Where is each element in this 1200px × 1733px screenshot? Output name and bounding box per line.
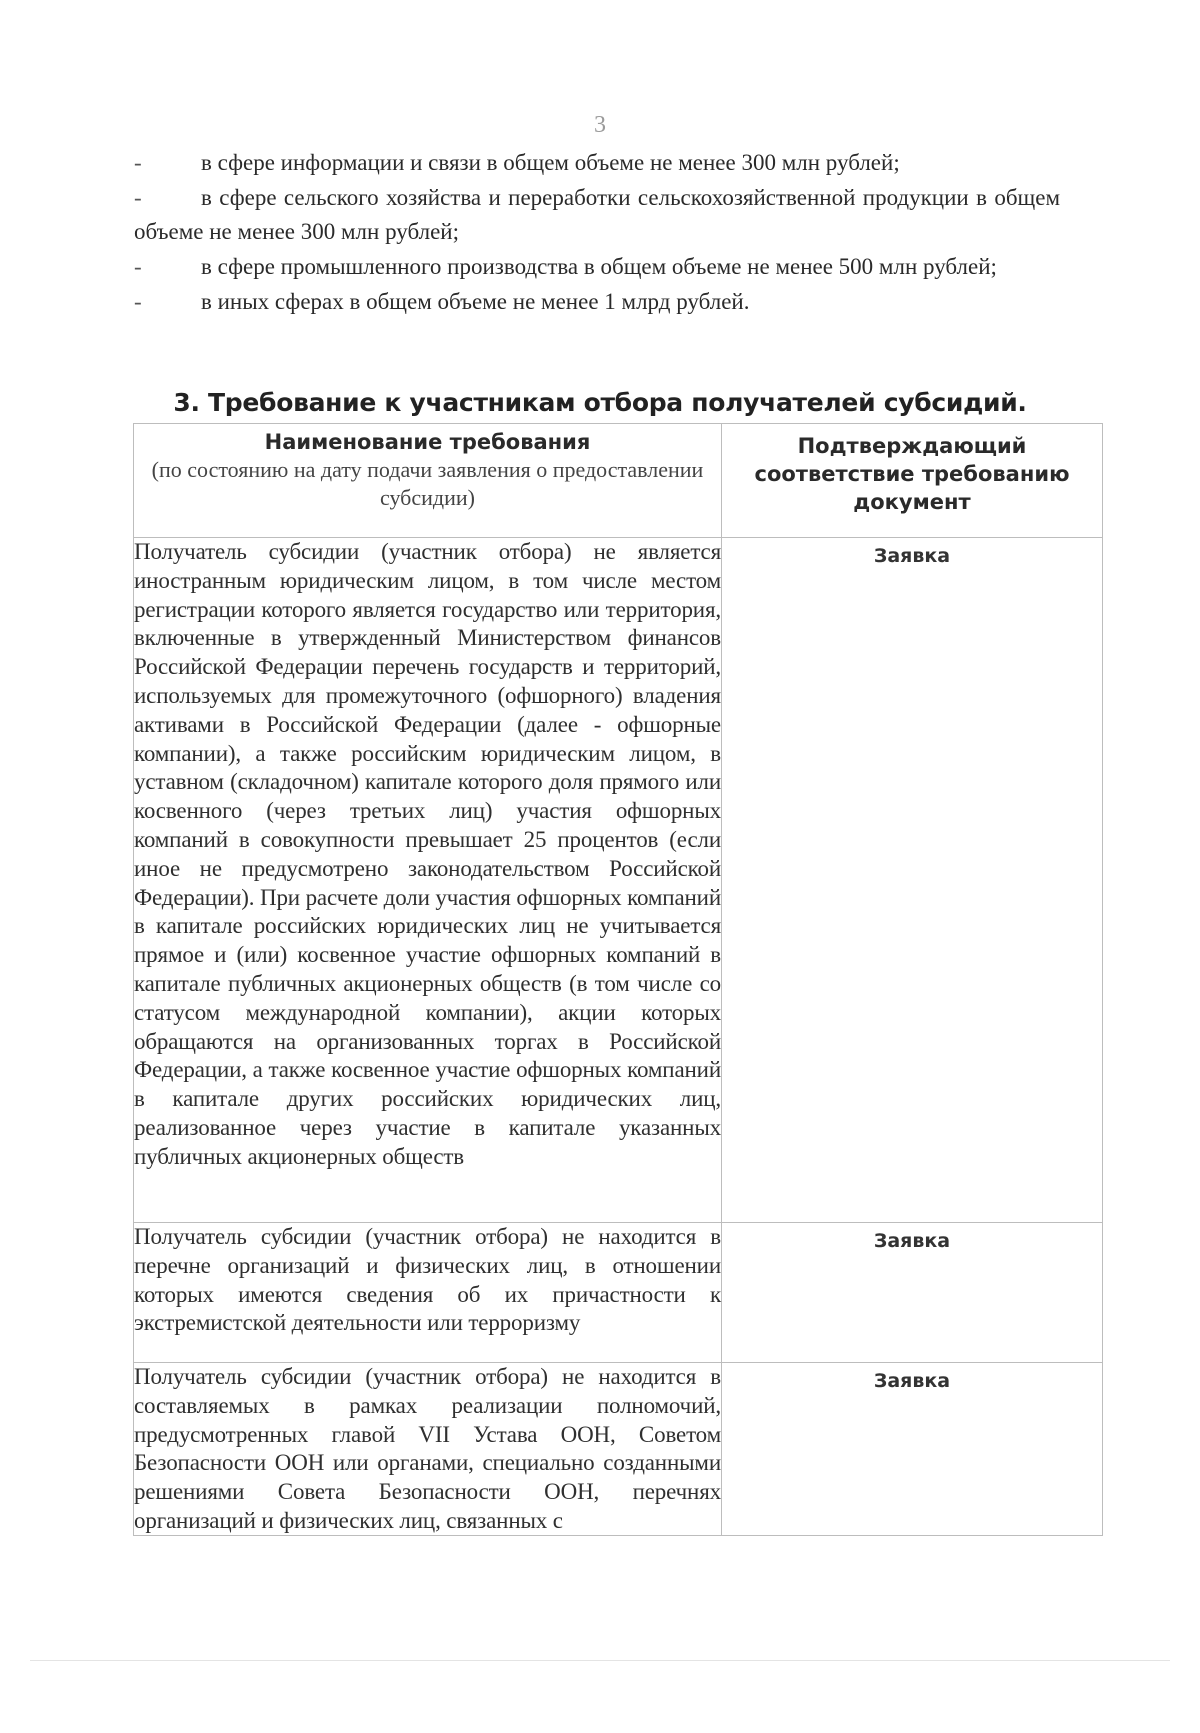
header-requirement-subtitle: (по состоянию на дату подачи заявления о предоставлении субсидии) bbox=[151, 457, 704, 510]
table-row bbox=[134, 538, 1103, 1223]
list-item-text: в сфере сельского хозяйства и переработки сельскохозяйственной продукции в общем объеме не менее 300 млн рублей; bbox=[134, 185, 1060, 244]
list-item-text: в иных сферах в общем объеме не менее 1 млрд рублей. bbox=[201, 289, 750, 314]
requirement-text: Получатель субсидии (участник отбора) не находится в составляемых в рамках реализации полномочий, предусмотренных главой VII Устава ООН, Советом Безопасности ООН или органами, специально созданными решениями Совета Безопасности ООН, перечнях организаций и физических лиц, связанных с bbox=[134, 1364, 721, 1533]
list-marker: - bbox=[134, 254, 142, 279]
requirement-cell bbox=[134, 1223, 722, 1363]
requirement-cell bbox=[134, 538, 722, 1223]
header-document bbox=[722, 424, 1103, 538]
list-item bbox=[134, 285, 1060, 319]
requirement-cell bbox=[134, 1363, 722, 1536]
document-cell bbox=[722, 1223, 1103, 1363]
requirement-text: Получатель субсидии (участник отбора) не является иностранным юридическим лицом, в том числе местом регистрации которого является государство или территория, включенные в утвержденный Министерством финансов Российской Федерации перечень государств и территорий, используемых для промежуточного (офшорного) владения активами в Российской Федерации (далее - офшорные компании), а также российским юридическим лицом, в уставном (складочном) капитале которого доля прямого или косвенного (через третьих лиц) участия офшорных компаний в совокупности превышает 25 процентов (если иное не предусмотрено законодательством Российской Федерации). При расчете доли участия офшорных компаний в капитале российских юридических лиц не учитывается прямое и (или) косвенное участие офшорных компаний в капитале публичных акционерных обществ (в том числе со статусом международной компании), акции которых обращаются на организованных торгах в Российской Федерации, а также косвенное участие офшорных компаний в капитале других российских юридических лиц, реализованное через участие в капитале указанных публичных акционерных обществ bbox=[134, 539, 721, 1169]
section-title: 3. Требование к участникам отбора получателей субсидий. bbox=[173, 388, 1027, 417]
requirements-table bbox=[133, 423, 1103, 1536]
list-item-text: в сфере промышленного производства в общем объеме не менее 500 млн рублей; bbox=[201, 254, 997, 279]
list-item bbox=[134, 181, 1060, 249]
list-item bbox=[134, 146, 1060, 180]
document-text: Заявка bbox=[873, 1230, 951, 1252]
header-requirement-title: Наименование требования bbox=[264, 430, 591, 454]
table-row bbox=[134, 1223, 1103, 1363]
requirement-text: Получатель субсидии (участник отбора) не находится в перечне организаций и физических лиц, в отношении которых имеются сведения об их причастности к экстремистской деятельности или терроризму bbox=[134, 1224, 721, 1336]
funding-volume-list bbox=[134, 146, 1060, 320]
list-item bbox=[134, 250, 1060, 284]
scan-edge-line bbox=[30, 1660, 1170, 1661]
document-text: Заявка bbox=[873, 545, 951, 567]
document-text: Заявка bbox=[873, 1370, 951, 1392]
document-cell bbox=[722, 538, 1103, 1223]
list-item-text: в сфере информации и связи в общем объеме не менее 300 млн рублей; bbox=[201, 150, 900, 175]
table-row bbox=[134, 1363, 1103, 1536]
list-marker: - bbox=[134, 150, 142, 175]
table-header-row bbox=[134, 424, 1103, 538]
header-requirement bbox=[134, 424, 722, 538]
header-document-title: Подтверждающий соответствие требованию документ bbox=[754, 434, 1070, 514]
list-marker: - bbox=[134, 289, 142, 314]
list-marker: - bbox=[134, 185, 142, 210]
page-number: 3 bbox=[594, 112, 606, 138]
document-cell bbox=[722, 1363, 1103, 1536]
